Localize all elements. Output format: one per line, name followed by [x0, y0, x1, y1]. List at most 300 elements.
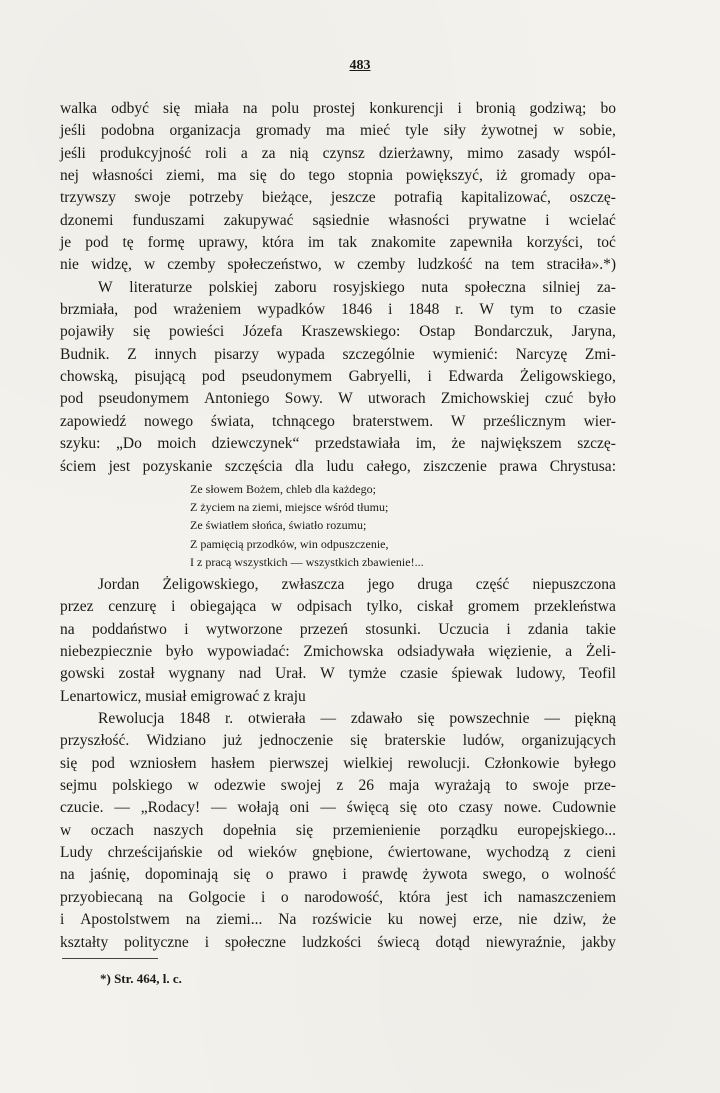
- word: jakby: [581, 933, 616, 951]
- word: 26: [358, 777, 374, 795]
- word: społeczeństwo,: [227, 256, 322, 274]
- word: trzywszy: [60, 189, 116, 207]
- word: się: [350, 732, 368, 750]
- word: silniej: [542, 278, 581, 296]
- word: sobie,: [579, 122, 616, 140]
- word: jeszcze: [330, 189, 376, 207]
- word: innych: [154, 345, 197, 363]
- word: polityczne: [124, 933, 189, 951]
- text-line: [60, 187, 616, 209]
- text-line: [60, 366, 616, 388]
- word: o: [541, 866, 550, 884]
- word: 1848: [179, 710, 211, 728]
- text-line: [60, 932, 616, 954]
- word: cieni: [585, 844, 616, 862]
- word: chowską,: [60, 368, 119, 386]
- word: takie: [585, 620, 616, 638]
- main-text-upper: [60, 98, 616, 478]
- word: Widziano: [146, 732, 207, 750]
- word: Zmichowskiej: [440, 390, 530, 408]
- word: wspól-: [573, 144, 616, 162]
- word: żywota: [422, 866, 468, 884]
- word: ciskał: [416, 598, 454, 616]
- word: musiał: [145, 687, 191, 705]
- word: gowski: [60, 665, 105, 683]
- word: się: [249, 167, 267, 185]
- word: pozyskanie: [142, 457, 213, 475]
- text-line: [60, 321, 616, 343]
- word: „Rodacy!: [140, 799, 201, 817]
- word: społeczna: [464, 278, 526, 296]
- word: przedstawiała: [314, 435, 401, 453]
- text-line: [60, 596, 616, 618]
- text-line: [60, 842, 616, 864]
- word: Antoniego: [204, 390, 270, 408]
- word: —: [211, 799, 227, 817]
- text-line: [60, 663, 616, 685]
- word: gromem: [467, 598, 520, 616]
- text-line: [60, 730, 616, 752]
- word: W: [320, 665, 335, 683]
- word: nad: [238, 665, 262, 683]
- word: W: [98, 278, 113, 296]
- word: nej: [60, 167, 79, 185]
- word: 1848: [408, 301, 440, 319]
- word: naszych: [153, 821, 204, 839]
- word: namaszczeniem: [517, 888, 616, 906]
- word: Edwarda: [448, 368, 504, 386]
- word: w: [187, 777, 199, 795]
- word: o: [280, 888, 289, 906]
- word: na: [60, 620, 75, 638]
- word: im: [307, 234, 325, 252]
- word: wielkiej: [343, 754, 394, 772]
- word: świata,: [210, 412, 255, 430]
- word: —: [114, 799, 130, 817]
- word: bieżące,: [262, 189, 313, 207]
- word: wypowiadać:: [207, 643, 290, 661]
- word: Ludy: [60, 844, 93, 862]
- word: stosunki.: [365, 620, 421, 638]
- word: własności: [91, 167, 154, 185]
- word: prawo: [288, 866, 328, 884]
- word: przyobiecaną: [60, 888, 143, 906]
- word: Urał.: [274, 665, 307, 683]
- word: a: [240, 144, 248, 162]
- word: nowej: [419, 911, 457, 929]
- word: w: [270, 598, 283, 616]
- word: przez: [60, 598, 94, 616]
- word: świecą: [377, 933, 420, 951]
- word: pisarzy: [214, 345, 259, 363]
- word: Ostap: [419, 323, 456, 341]
- word: i: [427, 368, 432, 386]
- word: pod: [201, 368, 226, 386]
- word: rosyjskiego: [333, 278, 405, 296]
- word: Kraszewskiego:: [301, 323, 401, 341]
- word: dopominają: [144, 866, 219, 884]
- word: się: [60, 754, 78, 772]
- word: Budnik.: [60, 345, 110, 363]
- paragraph-2: [60, 277, 616, 478]
- word: gnębione,: [312, 844, 373, 862]
- word: więzienie,: [488, 643, 552, 661]
- word: powieści: [169, 323, 225, 341]
- word: odpisach: [296, 598, 352, 616]
- word: oni: [289, 799, 310, 817]
- word: gromady: [520, 167, 576, 185]
- word: mieć: [359, 122, 391, 140]
- word: niepuszczona: [532, 576, 616, 593]
- word: W: [338, 390, 353, 408]
- text-line: [60, 388, 616, 410]
- word: przemienienie: [332, 821, 421, 839]
- text-line: [60, 574, 616, 596]
- word: zakupywać: [223, 211, 294, 229]
- word: i: [260, 888, 266, 906]
- word: w: [333, 256, 346, 274]
- word: Rewolucja: [98, 710, 165, 728]
- word: za: [261, 144, 276, 162]
- word: kształty: [60, 933, 109, 951]
- word: czemby: [357, 256, 406, 274]
- word: część: [475, 576, 510, 593]
- word: Zmichowska: [303, 643, 384, 661]
- word: Żeligowskiego,: [519, 368, 616, 386]
- word: zdawało: [350, 710, 403, 728]
- word: maja: [389, 777, 420, 795]
- word: brzmiała,: [60, 301, 119, 319]
- word: ludów,: [462, 732, 505, 750]
- word: i: [204, 933, 209, 951]
- poem-line: Z pamięcią przodków, win odpuszczenie,: [190, 536, 389, 551]
- word: odezwie: [213, 777, 266, 795]
- word: za-: [597, 278, 616, 296]
- word: iż: [495, 167, 508, 185]
- word: Apostolstwem: [80, 911, 170, 929]
- word: zapewniła: [449, 234, 513, 252]
- text-line: [60, 887, 616, 909]
- word: r.: [455, 301, 464, 319]
- word: wychodzą: [486, 844, 549, 862]
- word: ludzkość: [417, 256, 473, 274]
- text-line: [60, 254, 616, 276]
- word: uprawy,: [198, 234, 248, 252]
- word: siły: [443, 122, 466, 140]
- word: braterstwem.: [352, 412, 434, 430]
- word: się: [295, 821, 314, 839]
- word: przekleństwa: [534, 598, 616, 616]
- word: sejmu: [60, 777, 98, 795]
- word: w: [553, 122, 565, 140]
- text-line: [60, 820, 616, 842]
- word: oto: [427, 799, 448, 817]
- word: cenzurę: [108, 598, 157, 616]
- word: Sowy.: [284, 390, 323, 408]
- word: godziwą;: [529, 100, 587, 117]
- word: odsiadywała: [397, 643, 475, 661]
- word: oczach: [90, 821, 134, 839]
- word: Cudownie: [552, 799, 616, 817]
- poem-line: Ze światłem słońca, światło rozumu;: [190, 518, 367, 533]
- word: o: [265, 866, 274, 884]
- word: korzyści,: [526, 234, 583, 252]
- word: wypadków: [257, 301, 326, 319]
- word: bo: [600, 100, 616, 117]
- word: znakomite: [371, 234, 436, 252]
- word: prostej: [313, 100, 356, 117]
- word: Żeli-: [585, 643, 616, 661]
- word: to: [550, 301, 563, 319]
- word: narodowość,: [304, 888, 384, 906]
- word: Józefa: [242, 323, 283, 341]
- word: ściem: [60, 457, 97, 475]
- word: wołają: [237, 799, 279, 817]
- word: przyszłość.: [60, 732, 130, 750]
- word: na: [60, 866, 75, 884]
- word: i: [506, 620, 511, 638]
- word: na: [158, 888, 173, 906]
- word: w: [143, 256, 156, 274]
- word: straciła».*): [546, 256, 616, 274]
- word: potrzeby: [189, 189, 244, 207]
- text-line: [60, 232, 616, 254]
- text-line: [60, 456, 616, 478]
- word: oszczę-: [569, 189, 616, 207]
- word: czasie: [400, 665, 438, 683]
- word: Narcyzę: [515, 345, 568, 363]
- word: że: [602, 911, 616, 929]
- word: swojej: [280, 777, 322, 795]
- word: literaturze: [129, 278, 193, 296]
- word: na: [185, 911, 201, 929]
- paragraph-4: [60, 708, 616, 954]
- word: Bondarczuk,: [474, 323, 553, 341]
- word: i: [60, 911, 65, 929]
- word: jest: [446, 888, 468, 906]
- word: Chrystusa:: [549, 457, 616, 475]
- word: piękną: [574, 710, 616, 728]
- word: z: [263, 687, 274, 705]
- word: ziemi...: [216, 911, 263, 929]
- footnote-divider: [62, 958, 158, 959]
- word: r.: [224, 710, 234, 728]
- word: Członkowie: [484, 754, 560, 772]
- text-line: [60, 433, 616, 455]
- word: polu: [271, 100, 300, 117]
- word: —: [320, 799, 336, 817]
- word: kapitalizować,: [460, 189, 551, 207]
- word: pseudonymem: [241, 368, 333, 386]
- word: wypada: [276, 345, 325, 363]
- word: zasady: [517, 144, 560, 162]
- word: wymienić:: [432, 345, 498, 363]
- word: prześlicznym: [483, 412, 566, 430]
- word: dla: [294, 457, 314, 475]
- word: czynsz: [322, 144, 365, 162]
- word: Uczucia: [438, 620, 489, 638]
- word: stopnia: [348, 167, 393, 185]
- word: —: [544, 710, 560, 728]
- word: czasie: [578, 301, 616, 319]
- word: to: [505, 777, 518, 795]
- word: pod: [60, 390, 84, 408]
- word: i: [388, 301, 393, 319]
- word: Jordan: [98, 576, 140, 593]
- word: śpiewak: [451, 665, 503, 683]
- word: zdania: [527, 620, 569, 638]
- word: jest: [108, 457, 131, 475]
- word: z: [336, 777, 344, 795]
- text-line: [60, 797, 616, 819]
- word: się: [417, 710, 435, 728]
- text-line: [60, 98, 616, 120]
- word: pod: [134, 301, 158, 319]
- word: emigrować: [190, 687, 264, 705]
- word: odbyć: [111, 100, 149, 117]
- word: do: [279, 167, 296, 185]
- word: nie: [518, 911, 538, 929]
- word: od: [217, 844, 233, 862]
- word: wyrażają: [434, 777, 491, 795]
- word: byłego: [573, 754, 616, 772]
- word: Lenartowicz,: [60, 687, 146, 705]
- word: wytworzone: [205, 620, 283, 638]
- word: Teofil: [579, 665, 616, 683]
- word: szyku:: [60, 435, 101, 453]
- word: pojawiły: [60, 323, 115, 341]
- poem-line: Ze słowem Bożem, chleb dla każdego;: [190, 482, 376, 496]
- word: sąsiednie: [312, 211, 370, 229]
- word: je: [60, 234, 72, 252]
- word: społeczne: [224, 933, 287, 951]
- word: prawa: [499, 457, 538, 475]
- word: pseudonymem: [98, 390, 189, 408]
- word: otwierała: [248, 710, 306, 728]
- word: jeśli: [60, 144, 86, 162]
- word: Na: [278, 911, 297, 929]
- word: pisującą: [134, 368, 186, 386]
- word: się: [163, 100, 181, 117]
- poem-line: I z pracą wszystkich — wszystkich zbawienie!...: [190, 554, 424, 569]
- word: dzierżawny,: [378, 144, 454, 162]
- word: czemby: [167, 256, 216, 274]
- word: która: [262, 234, 294, 252]
- word: ludowy,: [516, 665, 566, 683]
- word: —: [320, 710, 337, 728]
- word: miała: [194, 100, 229, 117]
- word: walka: [60, 100, 98, 117]
- word: polskiego: [112, 777, 173, 795]
- word: przezeń: [299, 620, 348, 638]
- word: się: [233, 866, 251, 884]
- word: ma: [325, 122, 345, 140]
- word: i: [342, 866, 347, 884]
- word: braterskie: [384, 732, 446, 750]
- word: było: [165, 643, 194, 661]
- text-line: [60, 909, 616, 931]
- word: swoje: [532, 777, 569, 795]
- word: na: [242, 100, 258, 117]
- word: nie: [60, 256, 79, 274]
- word: W: [479, 301, 495, 319]
- word: europejskiego...: [517, 821, 616, 839]
- word: bronią: [475, 100, 516, 117]
- word: widzę,: [91, 256, 132, 274]
- word: dopełnia: [222, 821, 277, 839]
- word: czuć: [544, 390, 574, 408]
- word: święcą: [346, 799, 389, 817]
- word: swoje: [134, 189, 171, 207]
- word: obiegająca: [190, 598, 257, 616]
- word: Jaryna,: [571, 323, 616, 341]
- word: prze-: [584, 777, 616, 795]
- word: moich: [157, 435, 197, 453]
- text-line: [60, 277, 616, 299]
- word: z: [563, 844, 571, 862]
- text-line: [60, 299, 616, 321]
- word: hasłem: [210, 754, 255, 772]
- word: tak: [338, 234, 358, 252]
- word: organizujących: [521, 732, 616, 750]
- word: największem: [480, 435, 562, 453]
- word: i: [457, 100, 462, 117]
- word: nuta: [421, 278, 449, 296]
- word: opa-: [588, 167, 616, 185]
- word: ludzkości: [302, 933, 362, 951]
- word: poddaństwo: [91, 620, 167, 638]
- word: Golgocie: [188, 888, 246, 906]
- word: rewolucji.: [407, 754, 470, 772]
- word: się: [133, 323, 151, 341]
- word: ich: [483, 888, 503, 906]
- word: na: [484, 256, 500, 274]
- word: kraju: [273, 687, 306, 705]
- word: i: [545, 211, 550, 229]
- text-line: [60, 708, 616, 730]
- word: zwłaszcza: [281, 576, 345, 593]
- word: szczę-: [577, 435, 616, 453]
- word: funduszami: [132, 211, 205, 229]
- word: W: [450, 412, 466, 430]
- word: było: [588, 390, 616, 408]
- text-line: [60, 686, 616, 708]
- word: wrażeniem: [173, 301, 242, 319]
- text-line: [60, 143, 616, 165]
- paragraph-1: [60, 98, 616, 277]
- footnote: *) Str. 464, l. c.: [100, 971, 182, 986]
- word: zapowiedź: [60, 412, 127, 430]
- word: wieków: [248, 844, 298, 862]
- word: już: [223, 732, 243, 750]
- text-line: [60, 619, 616, 641]
- page-number: 483: [349, 58, 371, 73]
- word: dotąd: [435, 933, 470, 951]
- word: szczególnie: [342, 345, 415, 363]
- word: ma: [217, 167, 237, 185]
- word: tchnącego: [272, 412, 335, 430]
- poem-line: Z życiem na ziemi, miejsce wśród tłumu;: [190, 500, 389, 515]
- word: prawdę: [361, 866, 408, 884]
- word: wier-: [583, 412, 616, 430]
- word: zaboru: [274, 278, 317, 296]
- word: żywotnej: [481, 122, 538, 140]
- word: jednoczenie: [259, 732, 334, 750]
- word: wzniosłem: [129, 754, 197, 772]
- word: dzonemi: [60, 211, 114, 229]
- word: 1846: [341, 301, 373, 319]
- word: niebezpiecznie: [60, 643, 153, 661]
